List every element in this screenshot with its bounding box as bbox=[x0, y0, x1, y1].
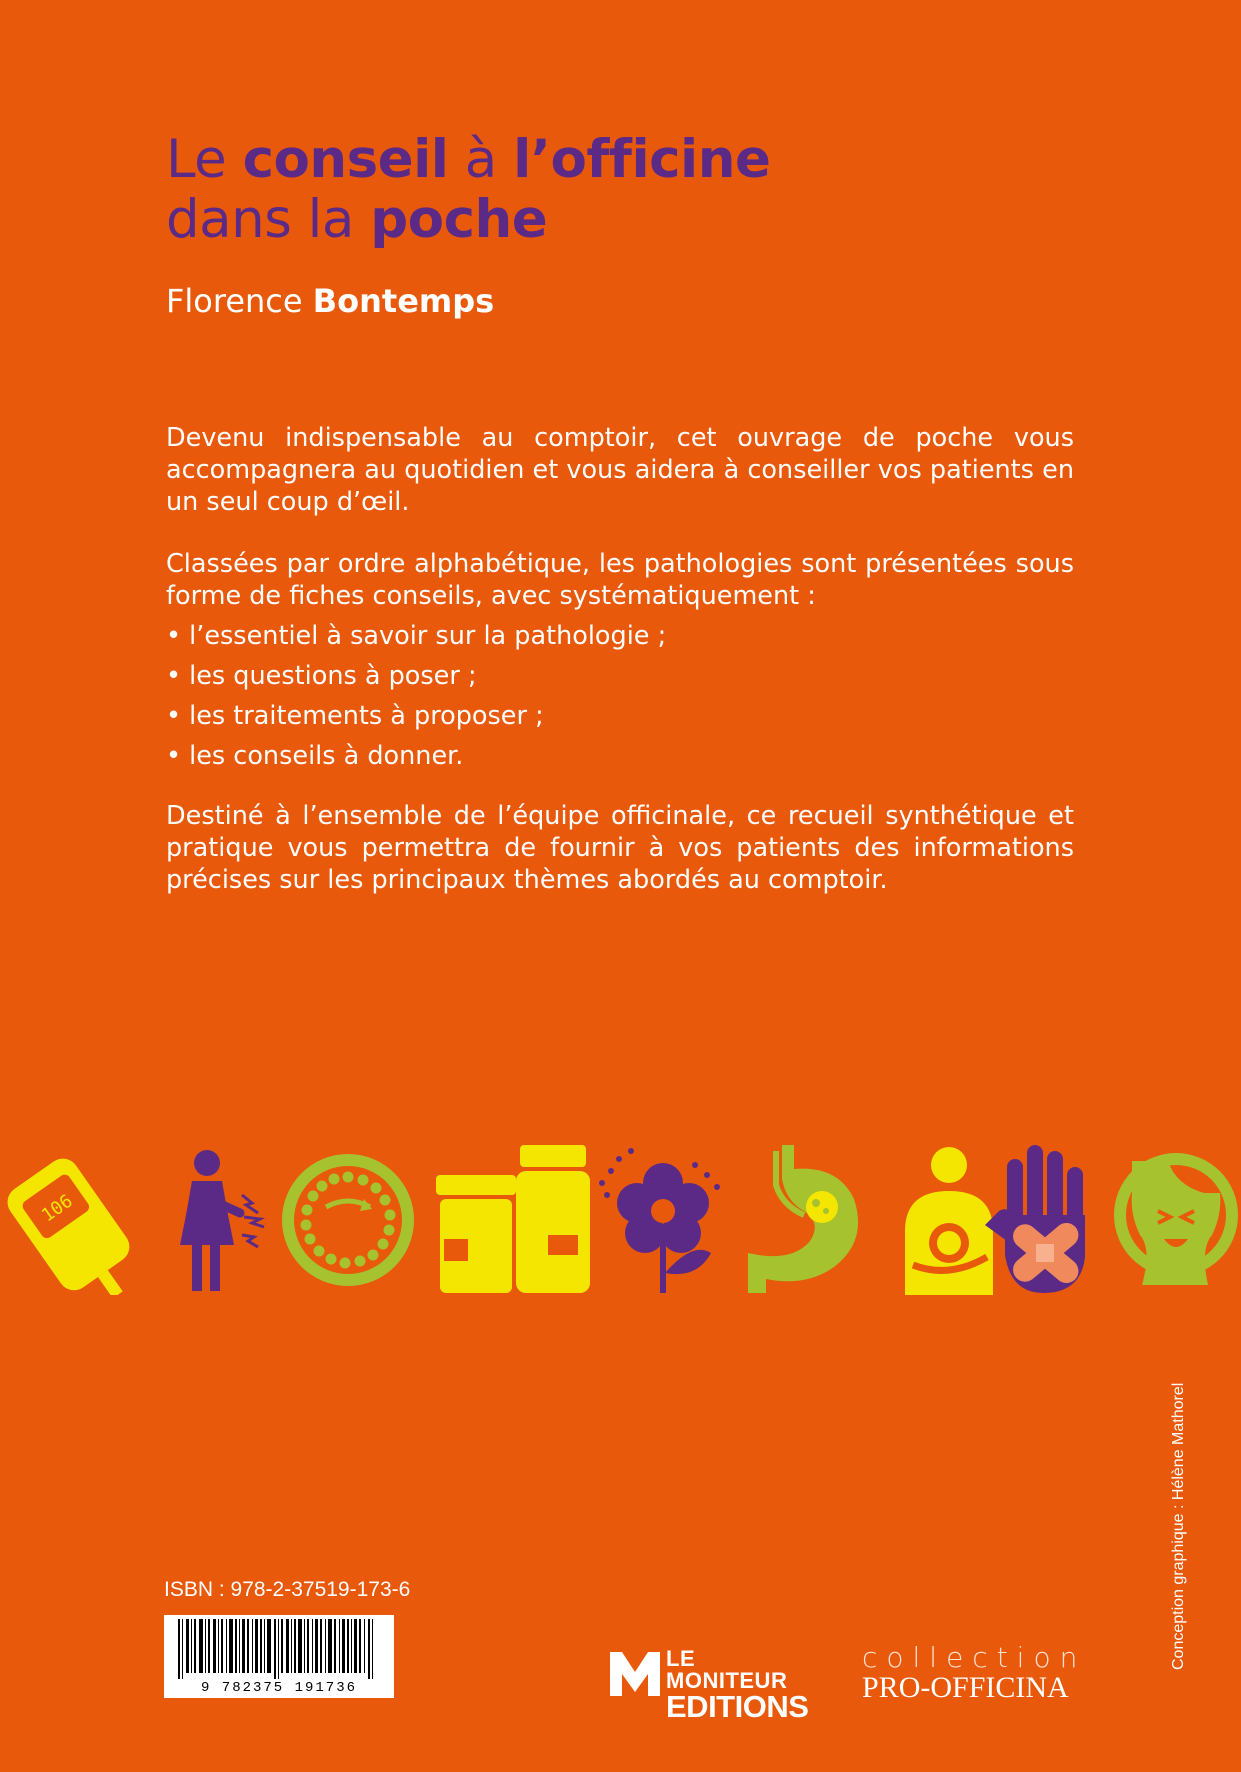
graphic-design-credit: Conception graphique : Hélène Mathorel bbox=[1170, 1382, 1187, 1670]
author-last-name: Bontemps bbox=[312, 282, 495, 320]
isbn: ISBN : 978-2-37519-173-6 bbox=[164, 1578, 411, 1601]
blurb-bullet-list bbox=[166, 620, 1074, 772]
blurb-bullet: • les questions à poser ; bbox=[166, 661, 477, 691]
blurb-bullet: • les traitements à proposer ; bbox=[166, 701, 544, 731]
publisher-logo bbox=[608, 1646, 809, 1724]
blurb-paragraph-2: Classées par ordre alphabétique, les pathologies sont présentées sous forme de fiches conseils, avec systématiquement : bbox=[166, 549, 1074, 611]
title-word: à bbox=[448, 129, 514, 190]
glucometer-reading: 106 bbox=[37, 1190, 77, 1227]
contraceptive-pill-dial-icon bbox=[278, 1145, 418, 1295]
author-name bbox=[166, 282, 494, 320]
publisher-name bbox=[666, 1648, 808, 1722]
back-cover-blurb bbox=[166, 422, 1074, 896]
publisher-name-line-1: LE MONITEUR bbox=[666, 1646, 788, 1693]
stomach-icon bbox=[742, 1145, 867, 1295]
woman-abdominal-pain-icon bbox=[172, 1145, 272, 1295]
blurb-paragraph-1: Devenu indispensable au comptoir, cet ouvrage de poche vous accompagnera au quotidien et vous aidera à conseiller vos patients en un seul coup d’œil. bbox=[166, 423, 1074, 517]
barcode-digits: 9 782375 191736 bbox=[200, 1680, 358, 1696]
sneezing-person-icon bbox=[1112, 1145, 1240, 1295]
publisher-name-line-2: EDITIONS bbox=[666, 1689, 809, 1724]
pollen-flower-icon bbox=[597, 1145, 727, 1295]
title-word: Le bbox=[166, 129, 243, 190]
title-line-2 bbox=[166, 190, 770, 250]
title-word-bold: conseil bbox=[242, 129, 449, 190]
glucometer-icon bbox=[0, 1145, 160, 1295]
collection-label: collection bbox=[862, 1641, 1087, 1674]
hand-bandage-icon bbox=[985, 1145, 1095, 1295]
medicine-jars-icon bbox=[436, 1145, 596, 1295]
title-word: dans la bbox=[166, 189, 371, 250]
publisher-m-logo-icon bbox=[608, 1648, 662, 1698]
title-word-bold: l’officine bbox=[513, 129, 771, 190]
title-line-1 bbox=[166, 130, 770, 190]
collection-name: PRO-OFFICINA bbox=[862, 1671, 1069, 1704]
blurb-paragraph-3: Destiné à l’ensemble de l’équipe officinale, ce recueil synthétique et pratique vous permettra de fournir à vos patients des informations précises sur les principaux thèmes abordés au comptoir. bbox=[166, 801, 1074, 895]
blurb-bullet: • les conseils à donner. bbox=[166, 741, 464, 771]
author-first-name: Florence bbox=[166, 282, 313, 320]
barcode-bars bbox=[164, 1615, 394, 1679]
collection-logo bbox=[862, 1643, 1086, 1703]
isbn-barcode bbox=[164, 1615, 394, 1698]
book-title bbox=[166, 130, 770, 250]
title-word-bold: poche bbox=[370, 189, 548, 250]
pathology-icon-strip bbox=[0, 1145, 1241, 1295]
blurb-bullet: • l’essentiel à savoir sur la pathologie ; bbox=[166, 621, 667, 651]
